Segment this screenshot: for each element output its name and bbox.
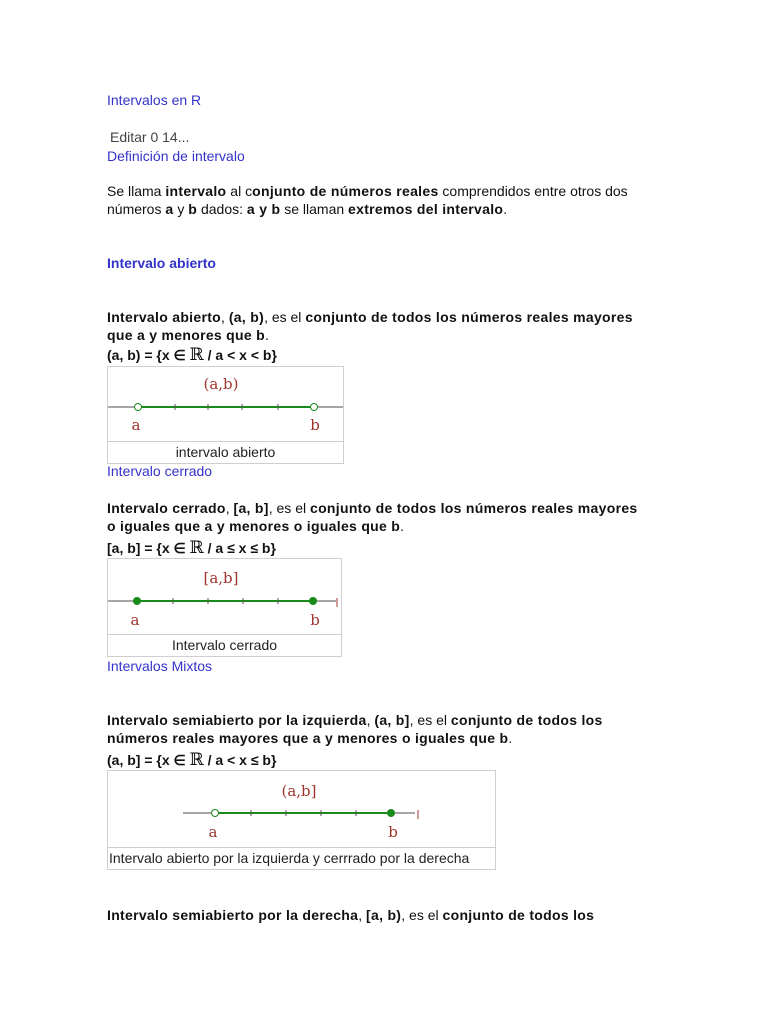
- left-open-notation: (a,b]: [281, 782, 317, 800]
- open-interval-definition: Intervalo abierto, (a, b), es el conjunto de todos los números reales mayores que a y menores que b.: [107, 309, 633, 343]
- closed-endpoint-a: [133, 597, 141, 605]
- open-endpoint-a: [212, 810, 219, 817]
- mixed-intervals-link[interactable]: Intervalos Mixtos: [107, 658, 213, 674]
- closed-interval-notation: [a,b]: [203, 569, 239, 587]
- closed-endpoint-b: [387, 809, 395, 817]
- left-open-definition: Intervalo semiabierto por la izquierda, (a, b], es el conjunto de todos los números reales mayores que a y menores o iguales que b.: [107, 712, 603, 746]
- open-interval-caption: intervalo abierto: [108, 441, 343, 463]
- intro-paragraph: Se llama intervalo al conjunto de números reales comprendidos entre otros dos números a y b dados: a y b se llaman extremos del intervalo.: [107, 183, 628, 217]
- label-a: a: [208, 823, 218, 841]
- open-interval-diagram: [108, 367, 343, 441]
- left-open-diagram: [108, 771, 495, 847]
- open-interval-formula: (a, b) = {x ∈ ℝ / a < x < b}: [107, 345, 277, 365]
- closed-interval-diagram: [108, 559, 341, 634]
- definition-link[interactable]: Definición de intervalo: [107, 148, 245, 164]
- left-open-formula: (a, b] = {x ∈ ℝ / a < x ≤ b}: [107, 750, 277, 770]
- open-endpoint-a: [135, 404, 142, 411]
- label-b: b: [310, 416, 320, 434]
- label-a: a: [131, 416, 141, 434]
- open-interval-figure: [107, 366, 344, 464]
- closed-interval-link[interactable]: Intervalo cerrado: [107, 463, 213, 479]
- open-interval-heading[interactable]: Intervalo abierto: [107, 255, 216, 271]
- right-open-definition: Intervalo semiabierto por la derecha, [a, b), es el conjunto de todos los: [107, 907, 595, 923]
- left-open-caption: Intervalo abierto por la izquierda y cerrrado por la derecha: [108, 847, 495, 869]
- closed-interval-definition: Intervalo cerrado, [a, b], es el conjunto de todos los números reales mayores o iguales que a y menores o iguales que b.: [107, 500, 638, 534]
- closed-endpoint-b: [309, 597, 317, 605]
- label-a: a: [130, 611, 140, 629]
- edit-meta[interactable]: Editar 0 14...: [110, 129, 190, 145]
- left-open-figure: [107, 770, 496, 870]
- label-b: b: [310, 611, 320, 629]
- label-b: b: [388, 823, 398, 841]
- open-endpoint-b: [311, 404, 318, 411]
- closed-interval-formula: [a, b] = {x ∈ ℝ / a ≤ x ≤ b}: [107, 538, 276, 558]
- title-link[interactable]: Intervalos en R: [107, 92, 202, 108]
- open-interval-notation: (a,b): [203, 375, 239, 393]
- closed-interval-figure: [107, 558, 342, 657]
- closed-interval-caption: Intervalo cerrado: [108, 634, 341, 656]
